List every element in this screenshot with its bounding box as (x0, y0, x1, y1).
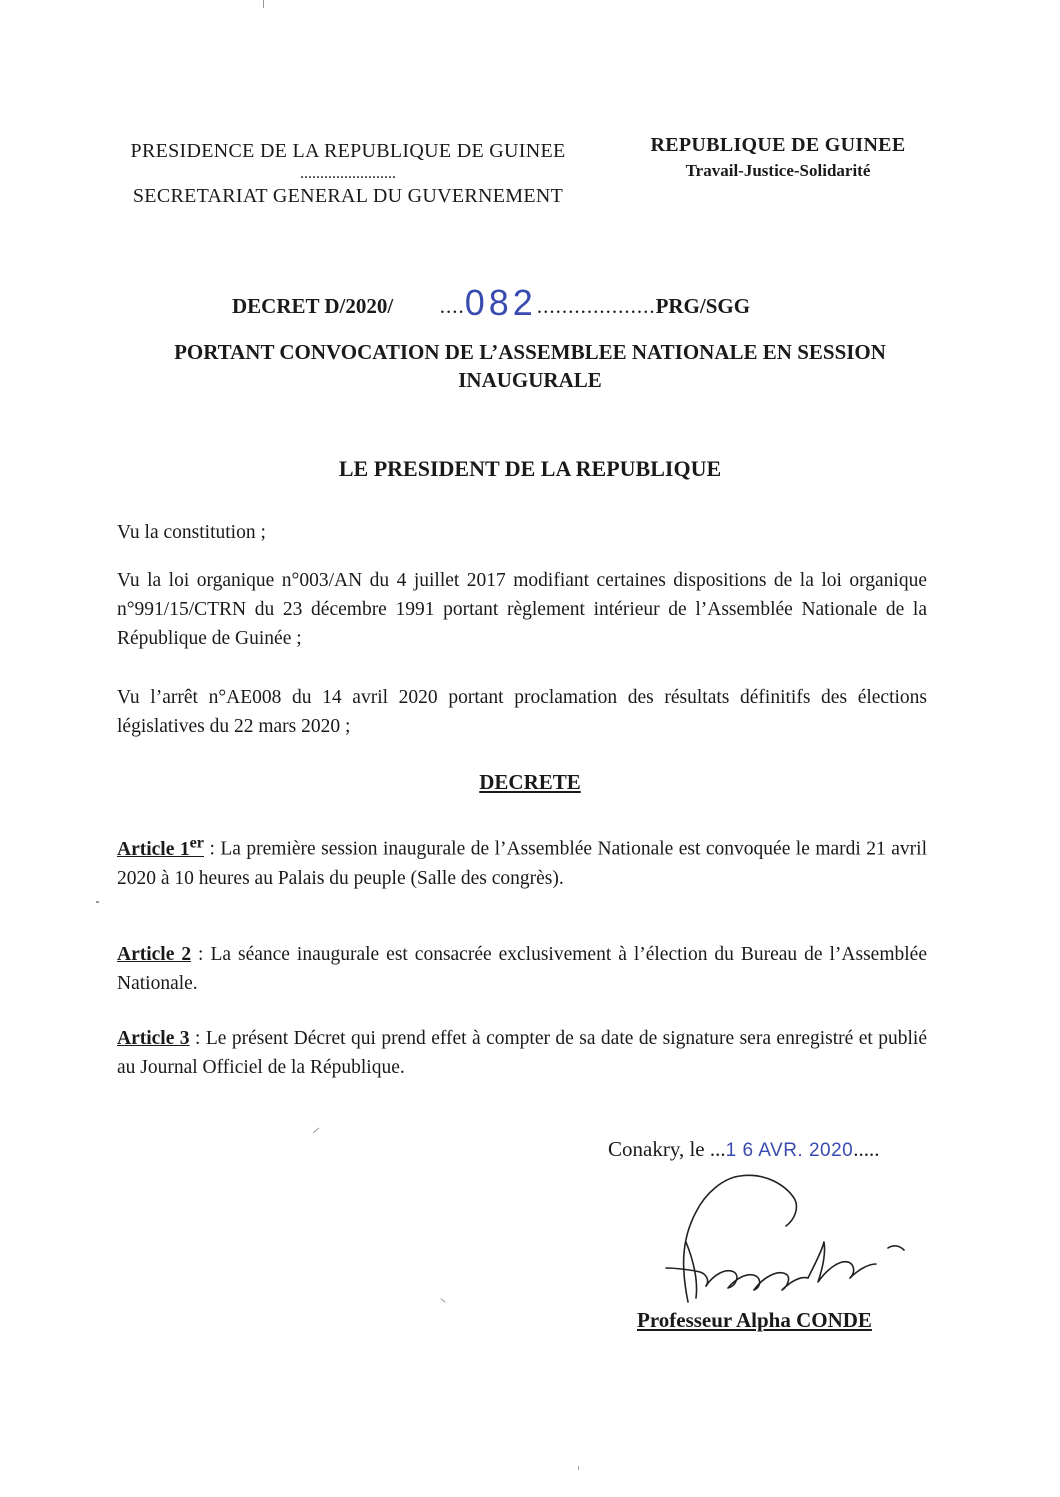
decree-dots-after: ................... (536, 294, 656, 318)
consideration-court-ruling: Vu l’arrêt n°AE008 du 14 avril 2020 portant proclamation des résultats définitifs des élections législatives du 22 mars 2020 ; (117, 687, 927, 737)
consideration-constitution: Vu la constitution ; (117, 522, 266, 543)
scan-speck (313, 1128, 320, 1134)
decrete-heading-text: DECRETE (479, 770, 581, 794)
date-stamp: 1 6 AVR. 2020 (725, 1140, 854, 1161)
place-label: Conakry, le (608, 1137, 710, 1161)
article-1-label: Article 1er (117, 833, 205, 860)
article-2-text: La séance inaugurale est consacrée exclusivement à l’élection du Bureau de l’Assemblée Nationale. (117, 944, 927, 994)
issuer-presidency: PRESIDENCE DE LA REPUBLIQUE DE GUINEE (130, 140, 566, 162)
decrete-heading (100, 770, 960, 795)
decree-reference (232, 280, 750, 322)
article-3-label: Article 3 (117, 1028, 190, 1049)
article-1 (117, 828, 927, 893)
decree-suffix: PRG/SGG (655, 294, 751, 318)
date-dots-before: ... (709, 1137, 726, 1161)
consideration-organic-law: Vu la loi organique n°003/AN du 4 juillet 2017 modifiant certaines dispositions de la loi organique n°991/15/CTRN du 23 décembre 1991 portant règlement intérieur de l’Assemblée Nationale de la République de Guinée ; (117, 570, 927, 649)
article-2-label: Article 2 (117, 944, 192, 965)
scan-speck (96, 901, 99, 903)
issuer-header (108, 140, 588, 208)
article-2-separator: : (191, 944, 211, 965)
issuer-separator-dots: ........................ (300, 165, 396, 182)
article-3-separator: : (189, 1028, 206, 1049)
article-2 (117, 940, 927, 998)
decree-dots-before: .... (439, 294, 465, 318)
signer-name: Professeur Alpha CONDE (637, 1308, 872, 1332)
place-and-date (608, 1137, 880, 1162)
republic-header (628, 134, 928, 181)
authority-heading: LE PRESIDENT DE LA REPUBLIQUE (338, 456, 722, 481)
scan-speck (440, 1298, 445, 1303)
article-3-text: Le présent Décret qui prend effet à compter de sa date de signature sera enregistré et publié au Journal Officiel de la République. (117, 1028, 927, 1078)
article-3 (117, 1024, 927, 1082)
scan-speck (263, 0, 264, 8)
decree-title: PORTANT CONVOCATION DE L’ASSEMBLEE NATIONALE EN SESSION INAUGURALE (174, 340, 886, 392)
republic-name: REPUBLIQUE DE GUINEE (650, 134, 906, 156)
article-1-separator: : (204, 838, 221, 860)
scan-speck (578, 1466, 579, 1470)
issuer-secretariat: SECRETARIAT GENERAL DU GUVERNEMENT (132, 185, 564, 207)
article-1-sup: er (189, 833, 205, 851)
decree-number: 082 (464, 282, 537, 323)
article-1-text: La première session inaugurale de l’Assemblée Nationale est convoquée le mardi 21 avril 2020 à 10 heures au Palais du peuple (Salle des congrès). (117, 838, 927, 889)
handwritten-signature (636, 1172, 916, 1312)
date-dots-after: ..... (853, 1137, 880, 1161)
decree-prefix: DECRET D/2020/ (232, 294, 394, 318)
republic-motto: Travail-Justice-Solidarité (685, 161, 871, 180)
